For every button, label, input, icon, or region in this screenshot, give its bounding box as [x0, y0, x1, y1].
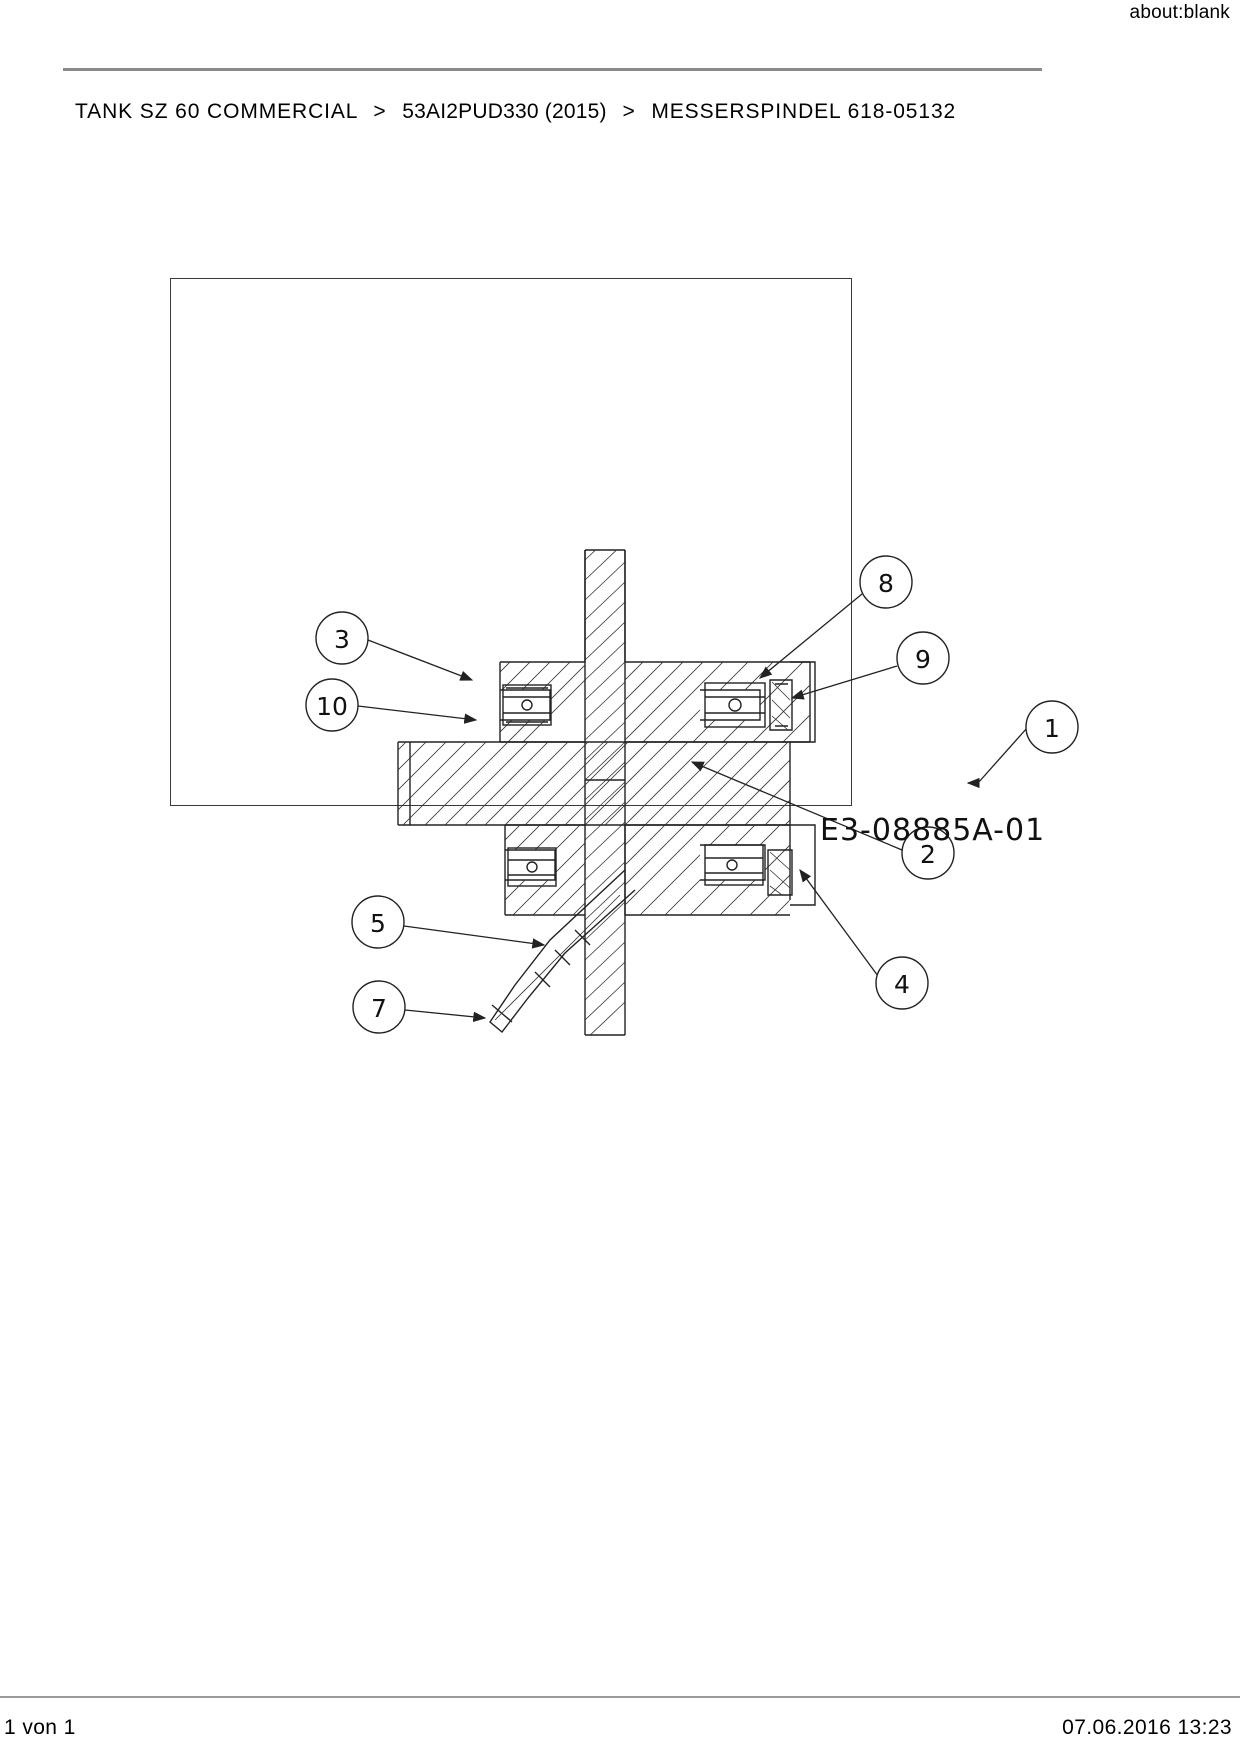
- callout-bubbles: [306, 556, 1078, 1033]
- leader-5: [404, 926, 544, 945]
- parts-diagram: [120, 250, 1060, 1023]
- callout-1: [1026, 701, 1078, 753]
- breadcrumb-machine[interactable]: TANK SZ 60 COMMERCIAL: [75, 100, 358, 123]
- hub-hatching: [585, 522, 625, 1040]
- leader-4: [800, 870, 878, 976]
- bearing-upper-left: [503, 685, 551, 725]
- housing-upper-left: [500, 662, 585, 742]
- page-indicator: 1 von 1: [4, 1716, 76, 1739]
- leader-7: [405, 1010, 485, 1018]
- callout-10: [306, 679, 358, 731]
- drawing-code-label: E3-08885A-01: [820, 813, 1046, 848]
- spindle-cross-section-drawing: [120, 250, 1060, 1023]
- callout-label: 10: [316, 692, 348, 721]
- leader-9: [792, 666, 897, 698]
- callout-7: [353, 981, 405, 1033]
- print-timestamp: 07.06.2016 13:23: [1062, 1716, 1232, 1739]
- leader-3: [368, 640, 472, 680]
- breadcrumb-assembly[interactable]: MESSERSPINDEL 618-05132: [651, 100, 957, 123]
- breadcrumb-separator-1: >: [373, 100, 387, 123]
- callout-label: 1: [1044, 714, 1060, 743]
- callout-5: [352, 896, 404, 948]
- callout-label: 8: [878, 569, 894, 598]
- grease-fitting: [490, 870, 635, 1032]
- footer-divider: [0, 1696, 1240, 1698]
- leader-8: [760, 594, 862, 678]
- breadcrumb-separator-2: >: [622, 100, 636, 123]
- callout-label: 4: [894, 970, 910, 999]
- callout-label: 5: [370, 909, 386, 938]
- callout-label: 9: [915, 645, 931, 674]
- callout-label: 7: [371, 994, 387, 1023]
- housing-lower-left: [505, 825, 585, 915]
- outer-cover-right: [790, 662, 815, 905]
- callout-9: [897, 632, 949, 684]
- callout-label: 2: [920, 840, 936, 869]
- leader-1a: [978, 728, 1027, 783]
- leader-10: [358, 706, 476, 720]
- callout-3: [316, 612, 368, 664]
- callout-4: [876, 957, 928, 1009]
- hub-flange-outline: [585, 550, 625, 1035]
- spindle-shaft: [398, 742, 790, 825]
- callout-8: [860, 556, 912, 608]
- breadcrumb-model[interactable]: 53AI2PUD330 (2015): [402, 100, 607, 123]
- browser-url-label: about:blank: [1129, 2, 1230, 23]
- breadcrumb: [75, 100, 956, 124]
- header-divider: [63, 68, 1042, 71]
- callout-label: 3: [334, 625, 350, 654]
